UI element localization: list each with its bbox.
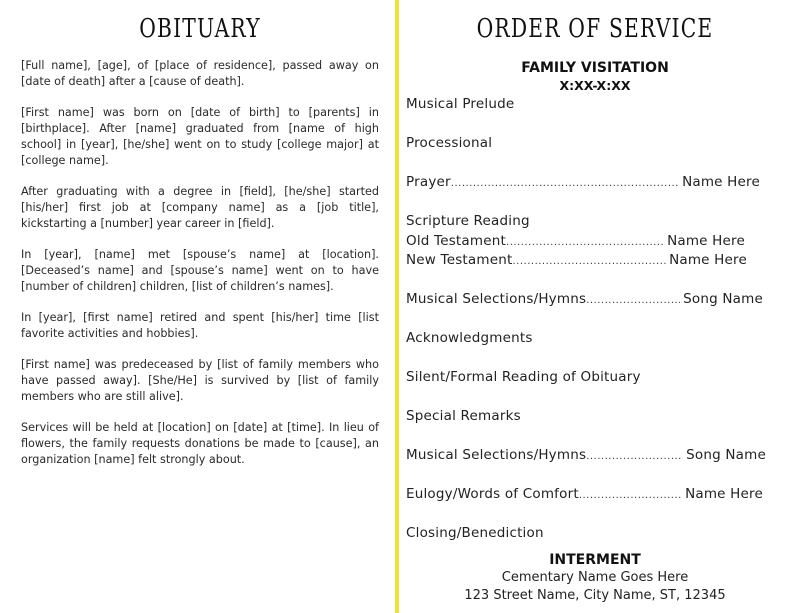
service-item-label: Eulogy/Words of Comfort [406, 486, 579, 502]
service-item-musical-prelude: Musical Prelude [406, 96, 515, 112]
obituary-paragraph: [First name] was born on [date of birth] to [parents] in [birthplace]. After [name] graduated from [name of high school] in [year], [he/she] went on to study [college major] at [college name]. [21, 106, 379, 167]
obituary-paragraph: In [year], [name] met [spouse’s name] at [location]. [Deceased’s name] and [spouse’s name] went on to have [number of children] children, [list of children’s names]. [21, 248, 379, 293]
service-item-label: Musical Selections/Hymns [406, 291, 587, 307]
service-item-reading-of-obituary: Silent/Formal Reading of Obituary [406, 369, 641, 385]
dot-leader [513, 253, 667, 271]
service-item-acknowledgments: Acknowledgments [406, 330, 533, 346]
family-visitation-title: FAMILY VISITATION [521, 60, 669, 76]
service-item-label: Old Testament [406, 233, 507, 249]
interment-title: INTERMENT [549, 552, 641, 568]
obituary-paragraph: [First name] was predeceased by [list of family members who have passed away]. [She/He] is survived by [list of family members who are still alive]. [21, 358, 379, 403]
dot-leader [506, 234, 664, 252]
service-item-label: New Testament [406, 252, 513, 268]
service-item-label: Prayer [406, 174, 451, 190]
family-visitation-time: X:XX-X:XX [559, 78, 631, 93]
service-item-new-testament [406, 251, 747, 271]
obituary-body [21, 58, 379, 483]
yellow-divider [395, 0, 399, 613]
service-item-eulogy [406, 485, 763, 505]
obituary-paragraph: After graduating with a degree in [field], [he/she] started [his/her] first job at [company name] as a [job title], kickstarting a [number] year career in [field]. [21, 185, 379, 230]
service-item-role: Name Here [669, 252, 747, 268]
service-item-scripture-reading: Scripture Reading [406, 213, 530, 229]
dot-leader [586, 448, 683, 466]
obituary-paragraph: Services will be held at [location] on [date] at [time]. In lieu of flowers, the family requests donations be made to [cause], an organization [name] felt strongly about. [21, 421, 379, 466]
service-item-processional: Processional [406, 135, 493, 151]
dot-leader [586, 292, 680, 310]
cemetery-name: Cementary Name Goes Here [501, 570, 689, 585]
service-item-special-remarks: Special Remarks [406, 408, 521, 424]
service-item-label: Musical Selections/Hymns [406, 447, 587, 463]
order-of-service-heading: ORDER OF SERVICE [476, 14, 714, 44]
service-item-role: Song Name [686, 447, 766, 463]
obituary-paragraph: [Full name], [age], of [place of residence], passed away on [date of death] after a [cause of death]. [21, 59, 379, 88]
dot-leader [579, 487, 682, 505]
service-item-musical-selections [406, 290, 763, 310]
obituary-heading: OBITUARY [139, 14, 261, 44]
obituary-paragraph: In [year], [first name] retired and spent [his/her] time [list favorite activities and hobbies]. [21, 311, 379, 340]
service-item-role: Name Here [667, 233, 745, 249]
service-item-musical-selections [406, 446, 766, 466]
cemetery-address: 123 Street Name, City Name, ST, 12345 [464, 588, 726, 603]
service-item-role: Name Here [682, 174, 760, 190]
service-item-prayer [406, 173, 760, 193]
dot-leader [451, 175, 679, 193]
service-item-closing-benediction: Closing/Benediction [406, 525, 544, 541]
service-item-role: Name Here [685, 486, 763, 502]
service-item-old-testament [406, 232, 745, 252]
service-item-role: Song Name [683, 291, 763, 307]
